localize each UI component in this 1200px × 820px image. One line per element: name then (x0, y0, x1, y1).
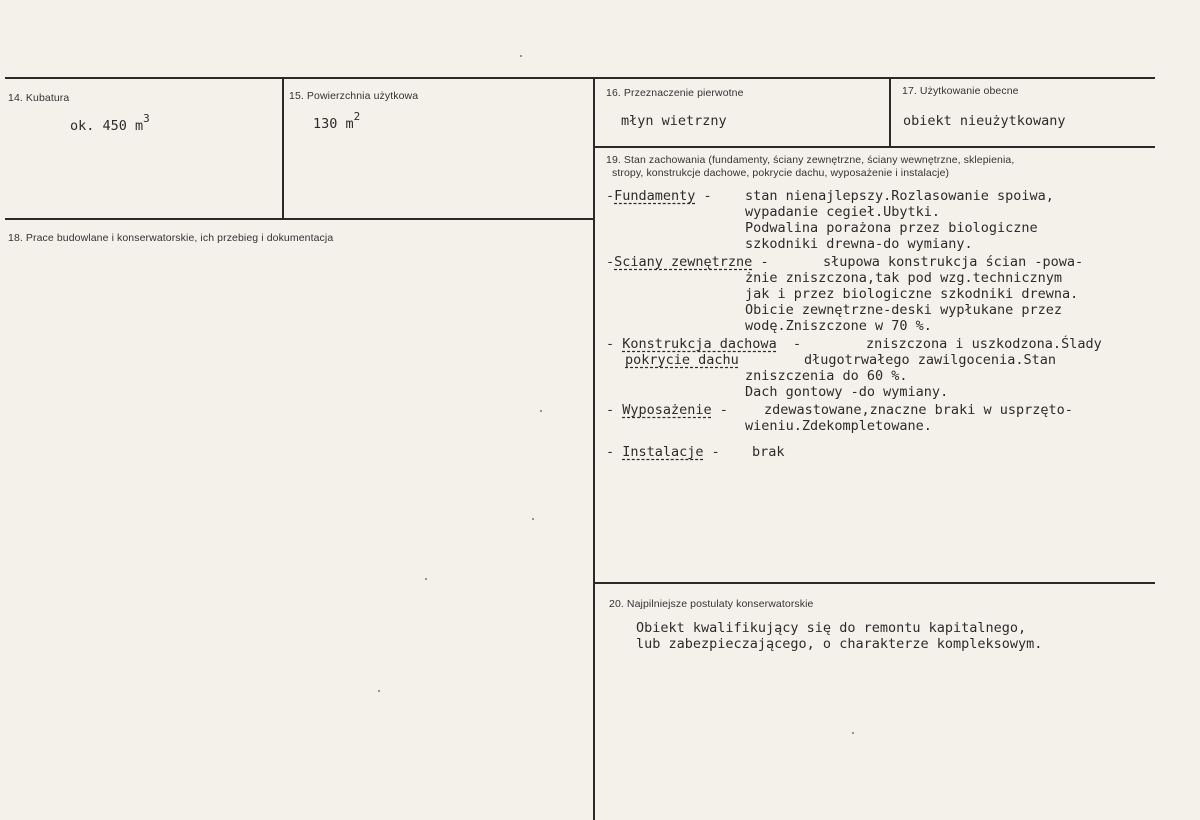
divider-14-15 (282, 79, 284, 219)
center-divider (593, 79, 595, 820)
postulaty-line: lub zabezpieczającego, o charakterze kompleksowym. (636, 636, 1043, 652)
rule-under-14-15 (5, 218, 595, 220)
kubatura-value: ok. 450 $m^3$ (70, 112, 150, 134)
paper-speck (520, 55, 522, 57)
entry-sciany-line: słupowa konstrukcja ścian -powa- (823, 254, 1084, 270)
entry-sciany-heading: Sciany zewnętrzne (614, 254, 753, 270)
entry-fundamenty-line: wypadanie cegieł.Ubytki. (745, 204, 941, 220)
stan-zachowania-label-1: 19. Stan zachowania (fundamenty, ściany zewnętrzne, ściany wewnętrzne, sklepienia, (606, 154, 1015, 166)
paper-speck (852, 732, 854, 734)
entry-wyposazenie-line: wieniu.Zdekompletowane. (745, 418, 932, 434)
powierzchnia-label: 15. Powierzchnia użytkowa (289, 90, 419, 102)
entry-wyposazenie-heading: Wyposażenie (622, 402, 712, 418)
entry-konstrukcja-line: Dach gontowy -do wymiany. (745, 384, 949, 400)
entry-konstrukcja-heading: Konstrukcja dachowa (622, 336, 777, 352)
rule-under-16-17 (595, 146, 1155, 148)
postulaty-line: Obiekt kwalifikujący się do remontu kapitalnego, (636, 620, 1027, 636)
paper-speck (378, 690, 380, 692)
paper-speck (532, 518, 534, 520)
entry-fundamenty-heading: Fundamenty (614, 188, 696, 204)
entry-konstrukcja-head: - Konstrukcja dachowa - (606, 336, 810, 352)
prace-label: 18. Prace budowlane i konserwatorskie, ich przebieg i dokumentacja (8, 232, 334, 244)
stan-zachowania-label-2: stropy, konstrukcje dachowe, pokrycie dachu, wyposażenie i instalacje) (612, 167, 950, 179)
kubatura-unit-exponent: 3 (143, 112, 150, 125)
entry-instalacje-line: brak (752, 444, 785, 460)
uzytkowanie-label: 17. Użytkowanie obecne (902, 85, 1019, 97)
entry-sciany-line: żnie zniszczona,tak pod wzg.technicznym (745, 270, 1062, 286)
uzytkowanie-value: obiekt nieużytkowany (903, 113, 1066, 129)
entry-konstrukcja-line: zniszczenia do 60 %. (745, 368, 908, 384)
paper-speck (425, 578, 427, 580)
divider-16-17 (889, 79, 891, 147)
top-rule (5, 77, 1155, 79)
entry-konstrukcja-line: zniszczona i uszkodzona.Ślady (866, 336, 1102, 352)
powierzchnia-value: 130 $m^2$ (313, 110, 361, 132)
entry-instalacje-heading: Instalacje (622, 444, 704, 460)
entry-konstrukcja-line: długotrwałego zawilgocenia.Stan (804, 352, 1056, 368)
entry-sciany-head: -Sciany zewnętrzne - (606, 254, 777, 270)
entry-sciany-line: wodę.Zniszczone w 70 %. (745, 318, 932, 334)
entry-sciany-line: jak i przez biologiczne szkodniki drewna. (745, 286, 1079, 302)
rule-under-19 (595, 582, 1155, 584)
entry-pokrycie-heading: pokrycie dachu (625, 352, 739, 368)
entry-sciany-line: Obicie zewnętrzne-deski wypłukane przez (745, 302, 1062, 318)
entry-wyposazenie-line: zdewastowane,znaczne braki w usprzęto- (764, 402, 1073, 418)
powierzchnia-unit-exponent: 2 (353, 110, 361, 123)
przeznaczenie-label: 16. Przeznaczenie pierwotne (606, 87, 744, 99)
przeznaczenie-value: młyn wietrzny (621, 113, 727, 129)
entry-fundamenty-line: szkodniki drewna-do wymiany. (745, 236, 973, 252)
entry-instalacje-head: - Instalacje - (606, 444, 728, 460)
entry-wyposazenie-head: - Wyposażenie - (606, 402, 737, 418)
entry-fundamenty-line: stan nienajlepszy.Rozlasowanie spoiwa, (745, 188, 1054, 204)
entry-fundamenty-line: Podwalina porażona przez biologiczne (745, 220, 1038, 236)
paper-speck (540, 410, 542, 412)
entry-fundamenty-head: -Fundamenty - (606, 188, 720, 204)
postulaty-label: 20. Najpilniejsze postulaty konserwatorskie (609, 598, 814, 610)
kubatura-label: 14. Kubatura (8, 92, 70, 104)
